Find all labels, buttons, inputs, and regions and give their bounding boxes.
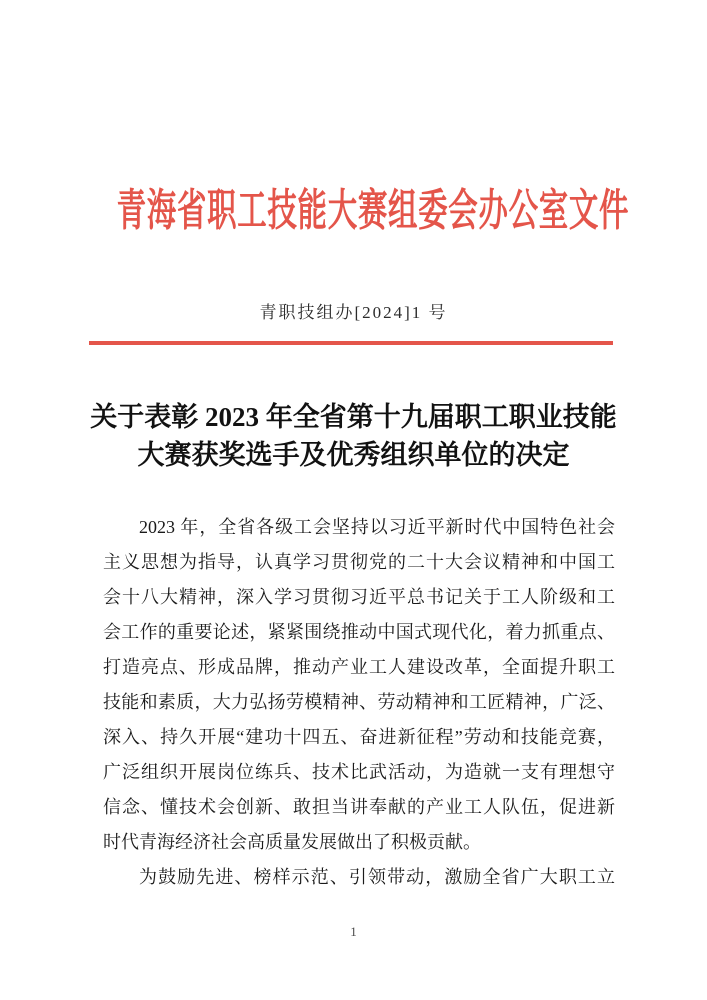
body-text-line: 信念、懂技术会创新、敢担当讲奉献的产业工人队伍，促进新	[103, 797, 615, 817]
document-body	[103, 510, 615, 895]
red-divider-line	[89, 341, 613, 345]
body-text-line: 会十八大精神，深入学习贯彻习近平总书记关于工人阶级和工	[103, 587, 615, 607]
body-text-line: 深入、持久开展“建功十四五、奋进新征程”劳动和技能竞赛，	[103, 727, 615, 747]
body-text-line: 主义思想为指导，认真学习贯彻党的二十大会议精神和中国工	[103, 552, 615, 572]
body-text-line: 2023 年，全省各级工会坚持以习近平新时代中国特色社会	[139, 517, 615, 537]
body-text-line: 广泛组织开展岗位练兵、技术比武活动，为造就一支有理想守	[103, 762, 615, 782]
document-title-line2: 大赛获奖选手及优秀组织单位的决定	[137, 440, 570, 470]
body-text-line: 技能和素质，大力弘扬劳模精神、劳动精神和工匠精神，广泛、	[103, 692, 615, 712]
document-header-title: 青海省职工技能大赛组委会办公室文件	[116, 186, 630, 235]
body-text-line: 时代青海经济社会高质量发展做出了积极贡献。	[103, 832, 481, 852]
document-number: 青职技组办[2024]1 号	[259, 303, 448, 322]
body-text-line: 为鼓励先进、榜样示范、引领带动，激励全省广大职工立	[139, 867, 615, 887]
body-text-line: 打造亮点、形成品牌，推动产业工人建设改革，全面提升职工	[103, 657, 615, 677]
page-number: 1	[350, 924, 357, 939]
document-title	[0, 398, 707, 474]
body-text-line: 会工作的重要论述，紧紧围绕推动中国式现代化，着力抓重点、	[103, 622, 615, 642]
document-title-line1: 关于表彰 2023 年全省第十九届职工职业技能	[90, 402, 617, 432]
